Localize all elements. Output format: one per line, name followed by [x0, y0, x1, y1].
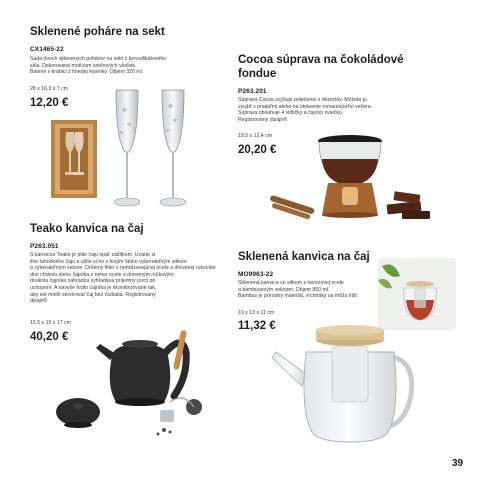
- teako-teapot-image: [40, 322, 240, 444]
- glass-teapot-image: [270, 322, 430, 450]
- page-number: 39: [452, 458, 464, 469]
- product-description: S kanvicou Teako je pitie čaju opäť zážitkom. Uvarte si liter lahodného čaju a užite si ho s tvojím ľahko vyberateľným sitkom a vyberateľným vekom. Drôtený filter z nehrdzavejúcej ocele a drevenej rukoväte dno chránia stenu čajníka z nerez ocele a dreveným rúčkovým dookola čajníka nahrádza vyhľadáva príjemný pocit pri uchopení. A navyše hrdlo čajníka je skonštruované tak, aby ste mohli servírovať čaj bez rozliatia. Registrovaný dizajn®: [30, 252, 216, 305]
- product-price: 11,32 €: [238, 320, 276, 332]
- champagne-flutes-image: [110, 88, 200, 210]
- svg-text:✻: ✻: [166, 128, 170, 133]
- product-code: MO9963-22: [238, 271, 274, 278]
- product-code: P263.051: [30, 243, 59, 250]
- product-dimensions: 19,5 x 12,4 cm: [238, 133, 273, 139]
- product-description: Sada dvoch sklenených pohárov na sekt z borosilikátového skla. Dekorované motívom snehových vločiek. Balené v krabici z hnedej lepenky. Objem 320 ml.: [30, 56, 167, 76]
- product-code: CX1465-22: [30, 46, 64, 53]
- product-title: Sklenené poháre na sekt: [30, 26, 165, 38]
- product-dimensions: 19 x 13 x 11 cm: [238, 310, 275, 316]
- svg-text:✻: ✻: [168, 104, 174, 110]
- product-price: 20,20 €: [238, 144, 277, 156]
- product-description: Súprava Cocoa zvyšuje potešenie z dezertov. Môžete ju využiť s priateľmi alebo na strávenie romantického večera. Súprava obsahuje 4 vidličky a čajovú sviečku. Registrovaný dizajn®: [238, 97, 373, 123]
- product-description: Sklenená kanvica so sitkom z nerezovej ocele a bambusovým veknom. Objem 850 ml. Bambus je prírodný materiál, vrchnáky sa môžu líšiť.: [238, 280, 359, 300]
- product-dimensions: 15,5 x 15 x 17 cm: [30, 320, 71, 326]
- product-title: Cocoa súprava na čokoládové fondue: [238, 54, 404, 80]
- fondue-set-image: [262, 125, 442, 230]
- svg-text:✻: ✻: [173, 118, 178, 124]
- product-title: Teako kanvica na čaj: [30, 223, 144, 235]
- glass-teapot-lifestyle-image: [378, 258, 456, 330]
- svg-text:✻: ✻: [122, 108, 128, 114]
- product-title: Sklenená kanvica na čaj: [238, 251, 370, 263]
- svg-text:✻: ✻: [120, 130, 124, 135]
- svg-text:✻: ✻: [127, 122, 132, 128]
- product-price: 40,20 €: [30, 331, 69, 343]
- product-code: P263.201: [238, 88, 267, 95]
- gift-box-image: [50, 118, 100, 200]
- product-dimensions: 28 x 16,3 x 7 cm: [30, 86, 69, 92]
- product-price: 12,20 €: [30, 97, 69, 109]
